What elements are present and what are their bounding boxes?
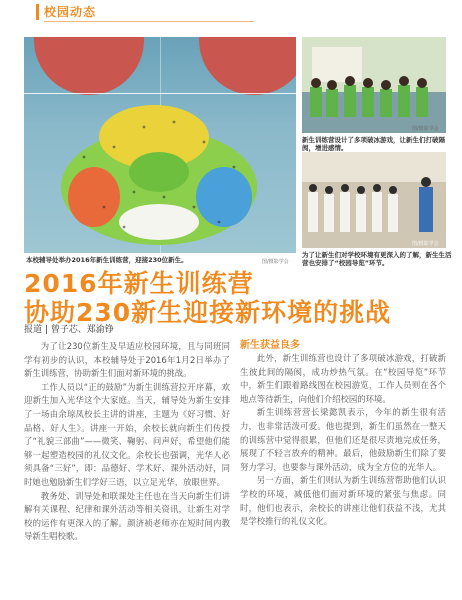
campus-tour-photo xyxy=(302,152,446,248)
student-crowd-formation xyxy=(54,97,264,247)
campus-tour-scene xyxy=(302,152,446,248)
paragraph: 另一方面，新生们则认为新生训练营帮助他们认识学校的环境，减低他们面对新环境的紧张与焦虑。同时，他们也表示，余校长的讲座让他们获益不浅，尤其是学校推行的礼仪文化。 xyxy=(240,475,446,527)
icebreaker-scene xyxy=(302,37,446,133)
article-column-2 xyxy=(240,340,446,529)
section-header xyxy=(0,0,462,28)
article-byline: 报道 | 曾子芯、郑渝铮 xyxy=(24,325,114,335)
subheading: 新生获益良多 xyxy=(240,340,300,351)
right-bottom-photo-credit: 图/摄影学会 xyxy=(412,241,439,247)
right-top-caption: 新生训练营设计了多项破冰游戏，让新生们打破隔阂，增进感情。 xyxy=(302,136,445,152)
paragraph: 为了让230位新生及早适应校园环境，且与同班同学有初步的认识，本校辅导处于2016年1月2日举办了新生训练营，协助新生们面对新环境的挑战。 xyxy=(24,341,230,379)
paragraph: 工作人员以“正的鼓励”为新生训练营拉开序幕，欢迎新生加入光华这个大家庭。当天，辅导处为新生安排了一场由余琼凤校长主讲的讲座，主题为《好习惯、好品格、好人生》。讲座一开始，余校长就向新生们传授了“礼貌三部曲”——微笑、鞠躬、问声好，希望他们能够一起塑造校园的礼仪文化。余校长也强调，光华人必须具备“三好”，即：品德好、学术好、课外活动好，同时她也勉励新生们学好三语，以立足光华，放眼世界。 xyxy=(24,381,230,487)
icebreaker-game-photo xyxy=(302,37,446,133)
right-top-photo-credit: 图/摄影学会 xyxy=(412,126,439,132)
paragraph: 新生训练营营长梁懿凯表示，今年的新生很有活力，也非常活泼可爱。他也提到，新生们虽然在一整天的训练营中觉得很累，但他们还是很尽责地完成任务，展现了不轻言放弃的精神。最后，他鼓励新生们除了要努力学习，也要参与课外活动，成为全方位的光华人。 xyxy=(240,407,446,472)
article-column-1 xyxy=(24,340,230,544)
right-bottom-caption: 为了让新生们对学校环境有更深入的了解，新生生活营也安排了“校园导览”环节。 xyxy=(302,251,452,267)
main-photo-caption: 本校辅导处举办2016年新生训练营，迎接230位新生。 xyxy=(26,256,188,264)
paragraph: 教务处、训导处和联课处主任也在当天向新生们讲解有关课程、纪律和课外活动等相关资讯，让新生对学校的运作有更深入的了解。颜济祯老师亦在短时间内教导新生唱校歌。 xyxy=(24,490,230,542)
header-divider xyxy=(44,21,254,22)
header-accent-bar xyxy=(36,4,39,20)
main-photo-aerial-crowd xyxy=(24,37,296,253)
article-title-line2: 协助230新生迎接新环境的挑战 xyxy=(24,298,392,327)
main-photo-credit: 图/摄影学会 xyxy=(262,259,289,265)
article-title-line1: 2016年新生训练营 xyxy=(24,269,254,298)
section-title: 校园动态 xyxy=(44,5,97,19)
paragraph: 此外，新生训练营也设计了多项破冰游戏，打破新生彼此间的隔阂，成功炒热气氛。在“校园导览”环节中，新生们跟着路线图在校园游览，工作人员则在各个地点等待新生，向他们介绍校园的环境。 xyxy=(240,353,446,404)
